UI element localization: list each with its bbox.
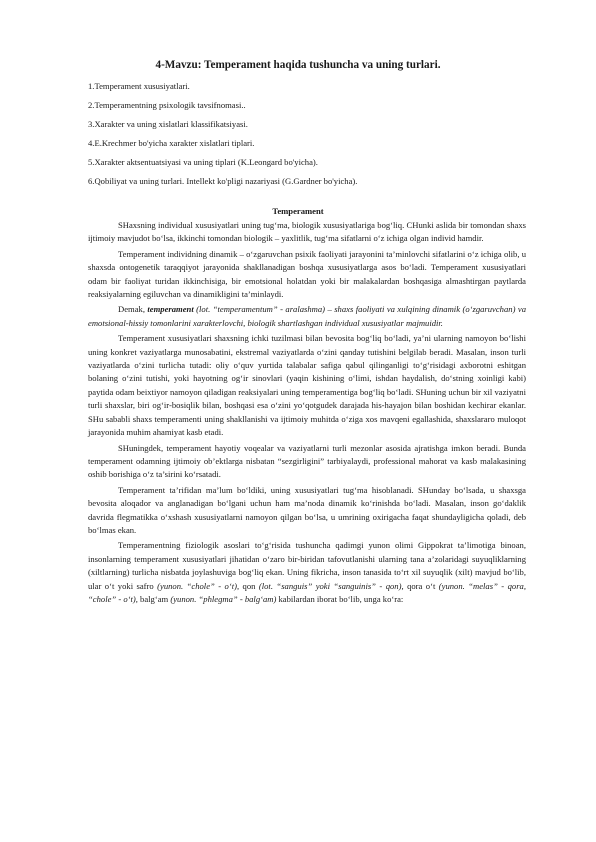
paragraph: SHuningdek, temperament hayotiy voqealar va vaziyatlarni turli mezonlar asosida ajratishga imkon beradi. Bunda temperament odamning ijtimoiy ob’ektlarga nisbatan “sezgirligini” tarbiyalaydi, professional mahorat va kasb malakasining oshib borishiga o‘z ta’sirini ko‘rsatadi. [88,442,526,480]
body-text [88,219,526,608]
definition-paragraph [88,303,526,330]
paragraph: Temperament individning dinamik – o‘zgaruvchan psixik faoliyati jarayonini ta’minlovchi sifatlarini o‘z ichiga olib, u shaxsda ontogenetik taraqqiyot jarayonida shakllanadigan boshqa xususiyatlarga asos bo‘ladi. Temperament xususiyatlari odam bir faoliyat turidan ikkinchisiga, bir emotsional holatdan yoki bir malakalardan boshqasiga almashtirgan paytlarda reaksiyalarning egiluvchan va dinamikligini ta’minlaydi. [88,248,526,300]
paragraph-text: Temperamentning fiziologik asoslari to‘g‘risida tushuncha qadimgi yunon olimi Gippokrat ta’limotiga binoan, insonlarning temperament xususiyatlari jihatidan o‘zaro bir-biridan tafovutlanishi ularning tana a’zolaridagi suyuqliklarning (xiltlarning) turlicha nisbatda joylashuviga bog‘liq ekan. Uning fikricha, inson tanasida to‘rt xil suyuqlik (xilt) mavjud bo‘lib, ular o‘t yoki safro [88,540,526,591]
defined-term: temperament [147,304,194,315]
definition-text: (lot. “temperamentum” - aralashma) – shaxs faoliyati va xulqining dinamik (o‘zgaruvchan) va emotsional-hissiy tomonlarini xarakterlovchi, biologik shartlashgan individual xususiyatlar majmuidir. [88,304,526,328]
etymology-note: (yunon. “phlegma” - balg‘am) [170,593,277,604]
paragraph-text: kabilardan iborat bo‘lib, unga ko‘ra: [276,593,404,604]
outline-item: 3.Xarakter va uning xislatlari klassifikatsiyasi. [88,119,248,129]
paragraph-text: , qora o‘t [401,580,439,591]
outline-item: 1.Temperament xususiyatlari. [88,81,190,91]
page-title: 4-Mavzu: Temperament haqida tushuncha va uning turlari. [155,59,441,71]
etymology-note: (yunon. “melas” - qora, “chole” - o‘t) [88,580,526,604]
outline-item: 2.Temperamentning psixologik tavsifnomasi.. [88,100,246,110]
etymology-note: (yunon. “chole” - o‘t) [157,580,237,591]
paragraph-text: , balg‘am [135,593,171,604]
paragraph: Temperament ta’rifidan ma’lum bo‘ldiki, uning xususiyatlari tug‘ma hisoblanadi. SHunday bo‘lsada, u shaxsga bevosita aloqador va anglanadigan bo‘lgani uchun ham ma’noda dinamik ko‘rinishda bo‘ladi. Masalan, inson go‘daklik davrida flegmatikka o‘xshash xususiyatlarni namoyon qilgan bo‘lsa, u umrining oxirigacha faqat shundayligicha qoladi, deb bo‘lmas ekan. [88,484,526,535]
paragraph [88,539,526,606]
paragraph: SHaxsning individual xususiyatlari uning tug‘ma, biologik xususiyatlariga bog‘liq. CHunki aslida bir tomondan shaxs ijtimoiy mavjudot bo‘lsa, ikkinchi tomondan biologik – yaxlitlik, tug‘ma sifatlarni o‘z ichiga olgan individ hamdir. [88,220,526,244]
etymology-note: (lot. “sanguis” yoki “sanguinis” - qon) [258,580,402,591]
paragraph: Temperament xususiyatlari shaxsning ichki tuzilmasi bilan bevosita bog‘liq bo‘ladi, ya’ni ularning namoyon bo‘lishi uning konkret vaziyatlarga munosabatini, ekstremal vaziyatlarda o‘zini qanday tutishini belgilab beradi. Masalan, inson turli vaziyatlarda o‘zini turlicha tutadi: oliy o‘quv yurtida talabalar safiga qabul qilinganligi to‘g‘risidagi axborotni eshitgan bolaning o‘zini tutishi, yoki hayotning og‘ir sinovlari (yaqin kishining o‘limi, ishdan haydalish, do‘stning xoinligi kabi) paytida odam beixtiyor namoyon qiladigan reaksiyalari uning temperamentiga bog‘liq bo‘ladi. SHuning uchun bir xil vaziyatni turli shaxslar, biri og‘ir-bosiqlik bilan, boshqasi esa o‘zini yo‘qotgudek darajada his-hayajon bilan boshidan kechirar ekanlar. SHu sababli shaxs temperamenti uning shakllanishi va ijtimoiy muhitda o‘ziga xos mavqeni egallashida, shaxslararo muloqot jarayonida muhim ahamiyat kasb etadi. [88,333,526,438]
section-heading: Temperament [272,206,324,216]
topic-outline [88,80,528,194]
outline-item: 4.E.Krechmer bo'yicha xarakter xislatlari tiplari. [88,138,255,148]
paragraph-text: Demak, [118,304,148,315]
outline-item: 6.Qobiliyat va uning turlari. Intellekt ko'pligi nazariyasi (G.Gardner bo'yicha). [88,176,358,186]
outline-item: 5.Xarakter aktsentuatsiyasi va uning tiplari (K.Leongard bo'yicha). [88,157,318,167]
paragraph-text: , qon [236,580,259,591]
